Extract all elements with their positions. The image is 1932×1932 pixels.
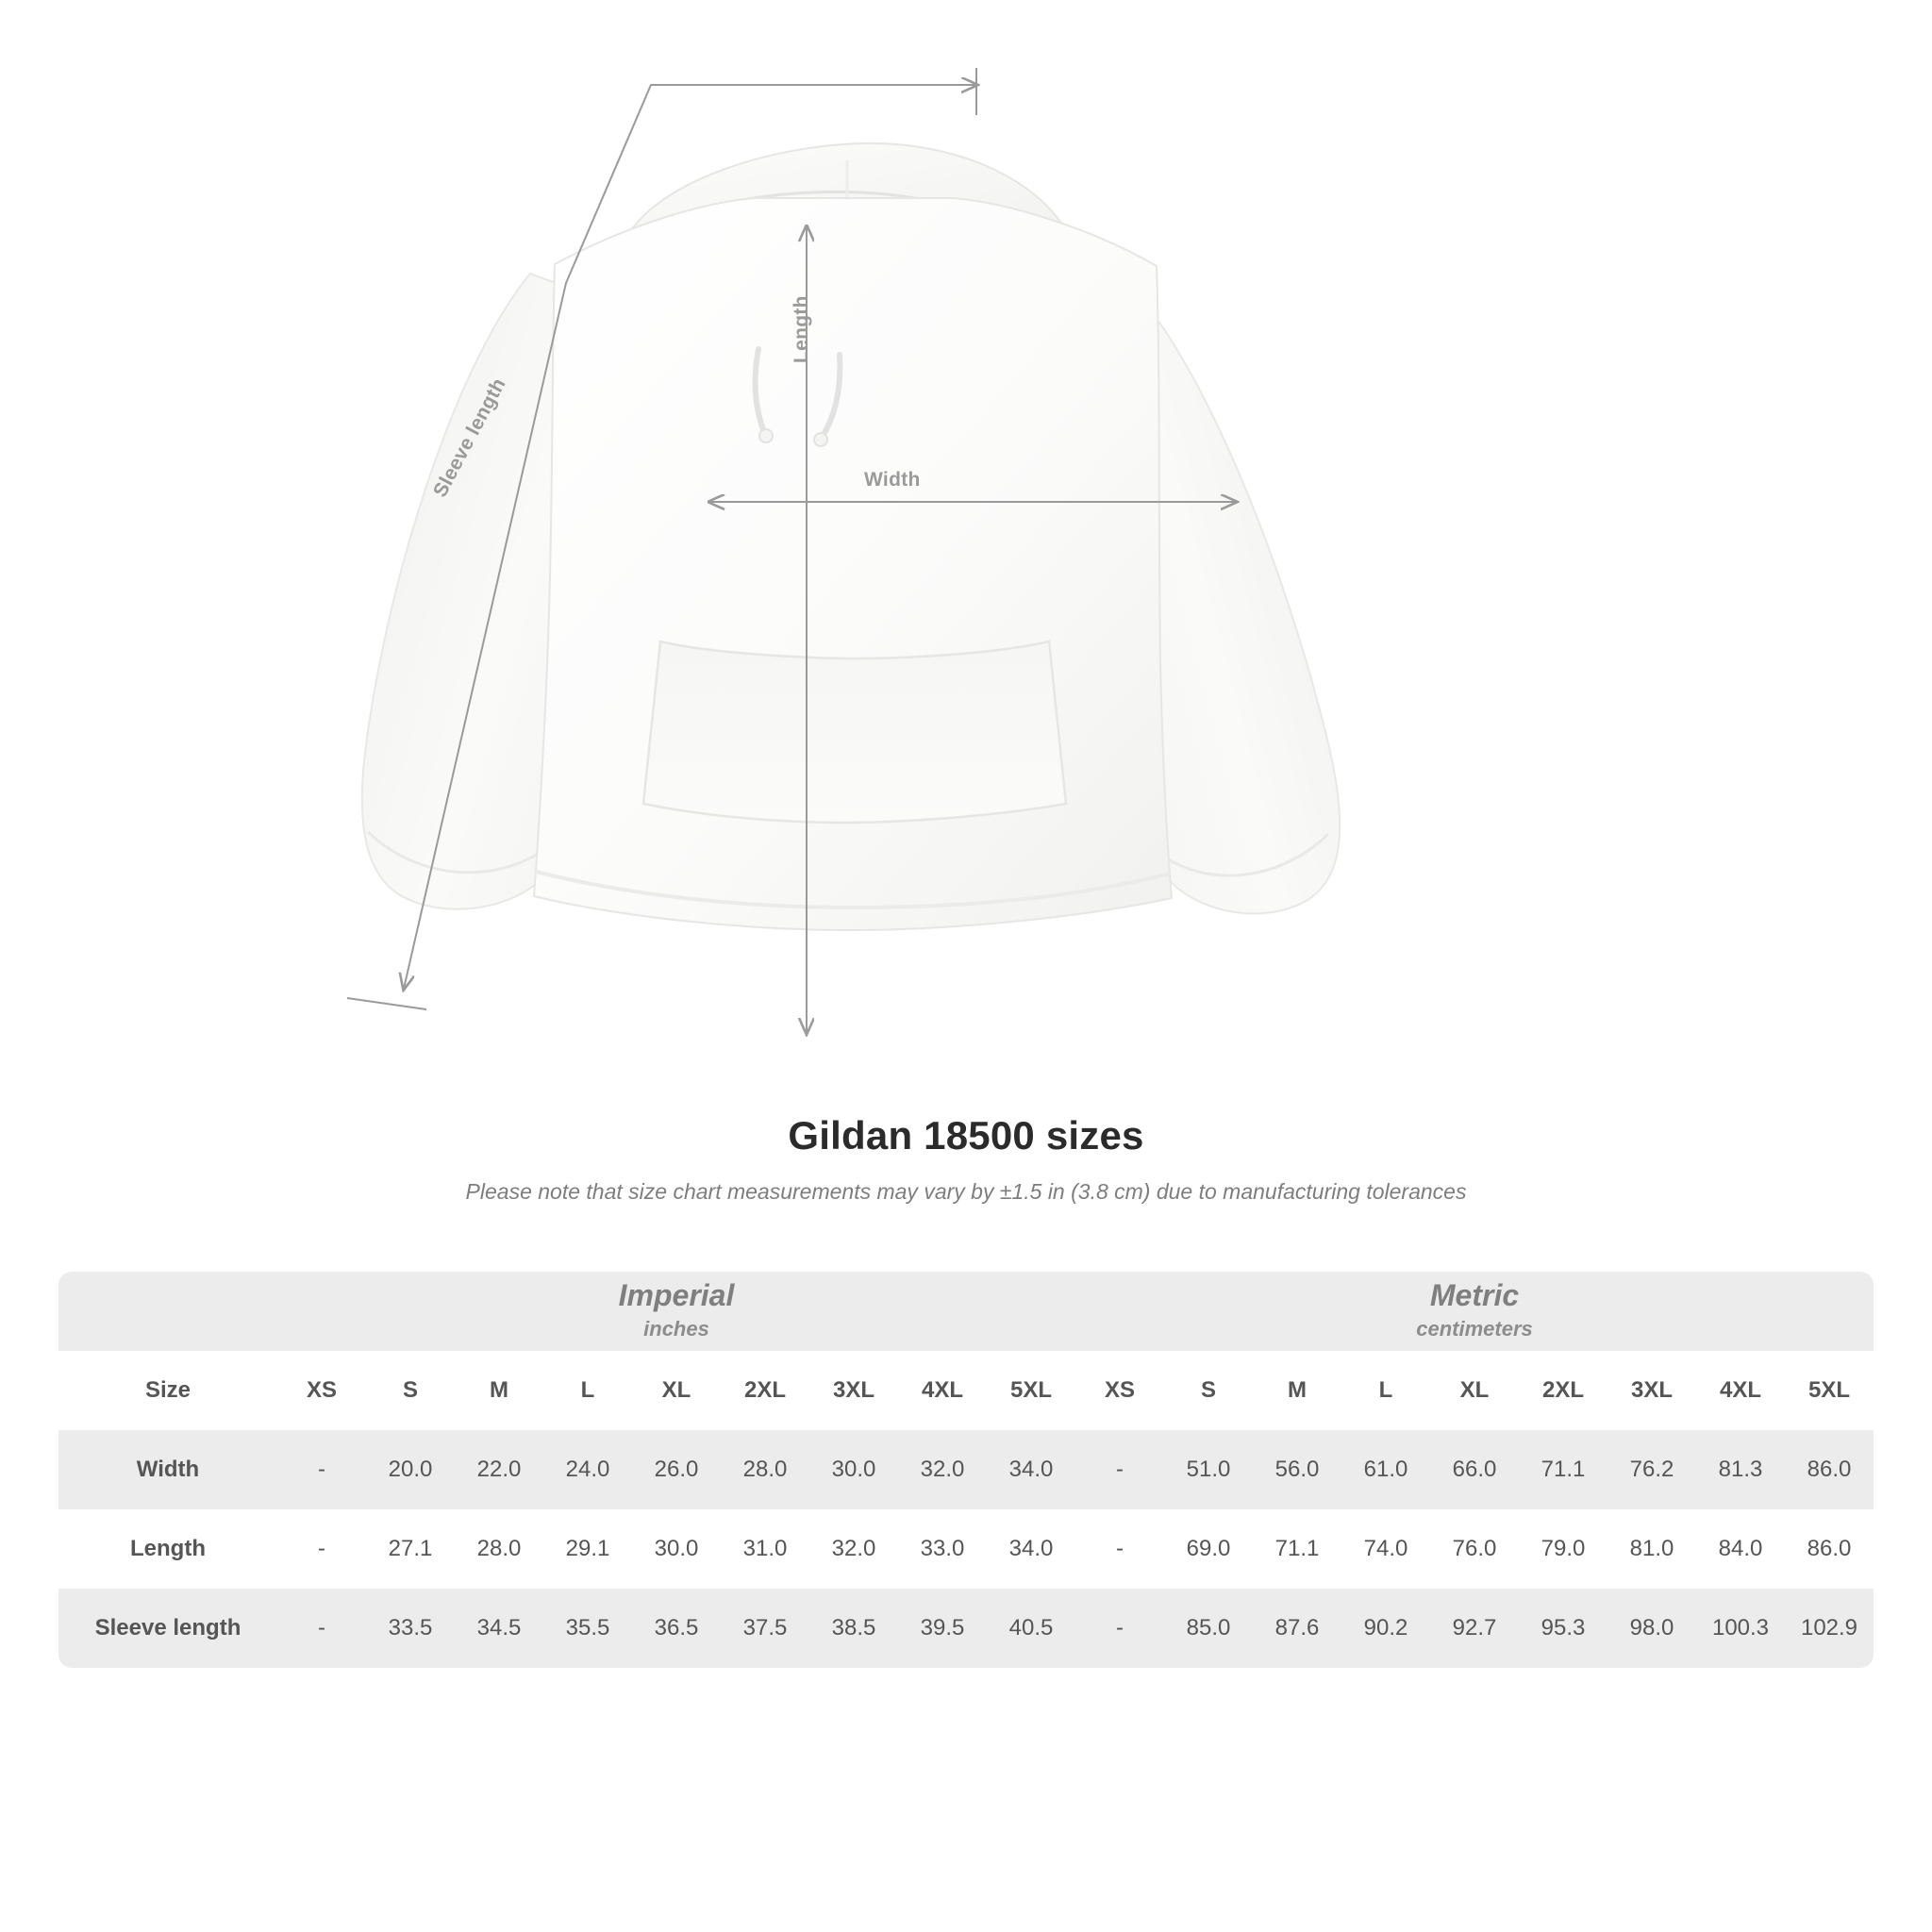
cell-length-metric-m: 71.1 xyxy=(1253,1509,1341,1589)
column-header-metric-xl: XL xyxy=(1430,1351,1519,1430)
cell-length-metric-4xl: 84.0 xyxy=(1696,1509,1785,1589)
page-title: Gildan 18500 sizes xyxy=(788,1113,1144,1158)
cell-width-imperial-m: 22.0 xyxy=(455,1430,543,1509)
cell-sleeve-imperial-4xl: 39.5 xyxy=(898,1589,987,1668)
cell-width-imperial-xl: 26.0 xyxy=(632,1430,721,1509)
cell-length-metric-s: 69.0 xyxy=(1164,1509,1253,1589)
cell-width-metric-m: 56.0 xyxy=(1253,1430,1341,1509)
cell-sleeve-imperial-xs: - xyxy=(277,1589,366,1668)
cell-width-imperial-3xl: 30.0 xyxy=(809,1430,898,1509)
column-header-metric-l: L xyxy=(1341,1351,1430,1430)
cell-length-imperial-m: 28.0 xyxy=(455,1509,543,1589)
column-header-imperial-4xl: 4XL xyxy=(898,1351,987,1430)
size-table-container xyxy=(58,1272,1874,1668)
table-row xyxy=(58,1509,1874,1589)
cell-sleeve-metric-5xl: 102.9 xyxy=(1785,1589,1874,1668)
column-header-metric-3xl: 3XL xyxy=(1607,1351,1696,1430)
cell-sleeve-metric-4xl: 100.3 xyxy=(1696,1589,1785,1668)
cell-sleeve-imperial-s: 33.5 xyxy=(366,1589,455,1668)
column-header-imperial-xs: XS xyxy=(277,1351,366,1430)
column-header-metric-2xl: 2XL xyxy=(1519,1351,1607,1430)
column-header-imperial-3xl: 3XL xyxy=(809,1351,898,1430)
column-header-imperial-s: S xyxy=(366,1351,455,1430)
row-label-length: Length xyxy=(58,1509,277,1589)
cell-sleeve-imperial-5xl: 40.5 xyxy=(987,1589,1075,1668)
cell-sleeve-metric-xl: 92.7 xyxy=(1430,1589,1519,1668)
cell-length-metric-2xl: 79.0 xyxy=(1519,1509,1607,1589)
cell-length-metric-5xl: 86.0 xyxy=(1785,1509,1874,1589)
cell-length-imperial-4xl: 33.0 xyxy=(898,1509,987,1589)
unit-name-imperial: Imperial xyxy=(618,1278,735,1313)
unit-header-row xyxy=(58,1272,1874,1351)
cell-sleeve-imperial-m: 34.5 xyxy=(455,1589,543,1668)
cell-sleeve-imperial-3xl: 38.5 xyxy=(809,1589,898,1668)
cell-length-imperial-l: 29.1 xyxy=(543,1509,632,1589)
cell-sleeve-metric-xs: - xyxy=(1075,1589,1164,1668)
unit-header-imperial xyxy=(277,1272,1075,1351)
width-dimension-label: Width xyxy=(864,469,921,491)
table-row xyxy=(58,1589,1874,1668)
cell-width-metric-2xl: 71.1 xyxy=(1519,1430,1607,1509)
table-row xyxy=(58,1430,1874,1509)
cell-length-metric-xl: 76.0 xyxy=(1430,1509,1519,1589)
cell-width-metric-l: 61.0 xyxy=(1341,1430,1430,1509)
row-label-width: Width xyxy=(58,1430,277,1509)
cell-length-metric-3xl: 81.0 xyxy=(1607,1509,1696,1589)
cell-length-imperial-5xl: 34.0 xyxy=(987,1509,1075,1589)
column-header-metric-m: M xyxy=(1253,1351,1341,1430)
cell-width-metric-5xl: 86.0 xyxy=(1785,1430,1874,1509)
column-header-imperial-2xl: 2XL xyxy=(721,1351,809,1430)
column-header-metric-4xl: 4XL xyxy=(1696,1351,1785,1430)
cell-width-metric-4xl: 81.3 xyxy=(1696,1430,1785,1509)
cell-width-imperial-l: 24.0 xyxy=(543,1430,632,1509)
column-header-imperial-xl: XL xyxy=(632,1351,721,1430)
column-header-metric-xs: XS xyxy=(1075,1351,1164,1430)
unit-name-metric: Metric xyxy=(1429,1278,1520,1313)
cell-length-metric-xs: - xyxy=(1075,1509,1164,1589)
cell-width-imperial-4xl: 32.0 xyxy=(898,1430,987,1509)
size-header-row xyxy=(58,1351,1874,1430)
cell-width-imperial-xs: - xyxy=(277,1430,366,1509)
cell-width-metric-3xl: 76.2 xyxy=(1607,1430,1696,1509)
cell-sleeve-imperial-l: 35.5 xyxy=(543,1589,632,1668)
cell-width-metric-xs: - xyxy=(1075,1430,1164,1509)
sleeve-length-dimension-label: Sleeve length xyxy=(429,375,510,501)
column-header-metric-s: S xyxy=(1164,1351,1253,1430)
cell-length-metric-l: 74.0 xyxy=(1341,1509,1430,1589)
cell-width-imperial-2xl: 28.0 xyxy=(721,1430,809,1509)
cell-sleeve-metric-s: 85.0 xyxy=(1164,1589,1253,1668)
cell-length-imperial-xs: - xyxy=(277,1509,366,1589)
row-label-sleeve-length: Sleeve length xyxy=(58,1589,277,1668)
cell-sleeve-metric-l: 90.2 xyxy=(1341,1589,1430,1668)
size-table xyxy=(58,1272,1874,1668)
cell-length-imperial-3xl: 32.0 xyxy=(809,1509,898,1589)
unit-header-metric xyxy=(1075,1272,1874,1351)
length-dimension-label: Length xyxy=(791,295,812,363)
unit-header-spacer xyxy=(58,1272,277,1351)
cell-width-imperial-s: 20.0 xyxy=(366,1430,455,1509)
cell-length-imperial-xl: 30.0 xyxy=(632,1509,721,1589)
cell-width-metric-s: 51.0 xyxy=(1164,1430,1253,1509)
cell-length-imperial-s: 27.1 xyxy=(366,1509,455,1589)
column-header-metric-5xl: 5XL xyxy=(1785,1351,1874,1430)
column-header-imperial-5xl: 5XL xyxy=(987,1351,1075,1430)
unit-sub-imperial: inches xyxy=(643,1316,709,1341)
tolerance-note: Please note that size chart measurements may vary by ±1.5 in (3.8 cm) due to manufacturing tolerances xyxy=(465,1179,1467,1204)
column-header-size: Size xyxy=(58,1351,277,1430)
column-header-imperial-l: L xyxy=(543,1351,632,1430)
cell-sleeve-imperial-xl: 36.5 xyxy=(632,1589,721,1668)
cell-sleeve-metric-m: 87.6 xyxy=(1253,1589,1341,1668)
cell-sleeve-imperial-2xl: 37.5 xyxy=(721,1589,809,1668)
cell-width-imperial-5xl: 34.0 xyxy=(987,1430,1075,1509)
column-header-imperial-m: M xyxy=(455,1351,543,1430)
hoodie-image xyxy=(311,132,1472,1057)
cell-length-imperial-2xl: 31.0 xyxy=(721,1509,809,1589)
unit-sub-metric: centimeters xyxy=(1416,1316,1533,1341)
title-block xyxy=(0,1113,1932,1205)
cell-width-metric-xl: 66.0 xyxy=(1430,1430,1519,1509)
cell-sleeve-metric-2xl: 95.3 xyxy=(1519,1589,1607,1668)
cell-sleeve-metric-3xl: 98.0 xyxy=(1607,1589,1696,1668)
